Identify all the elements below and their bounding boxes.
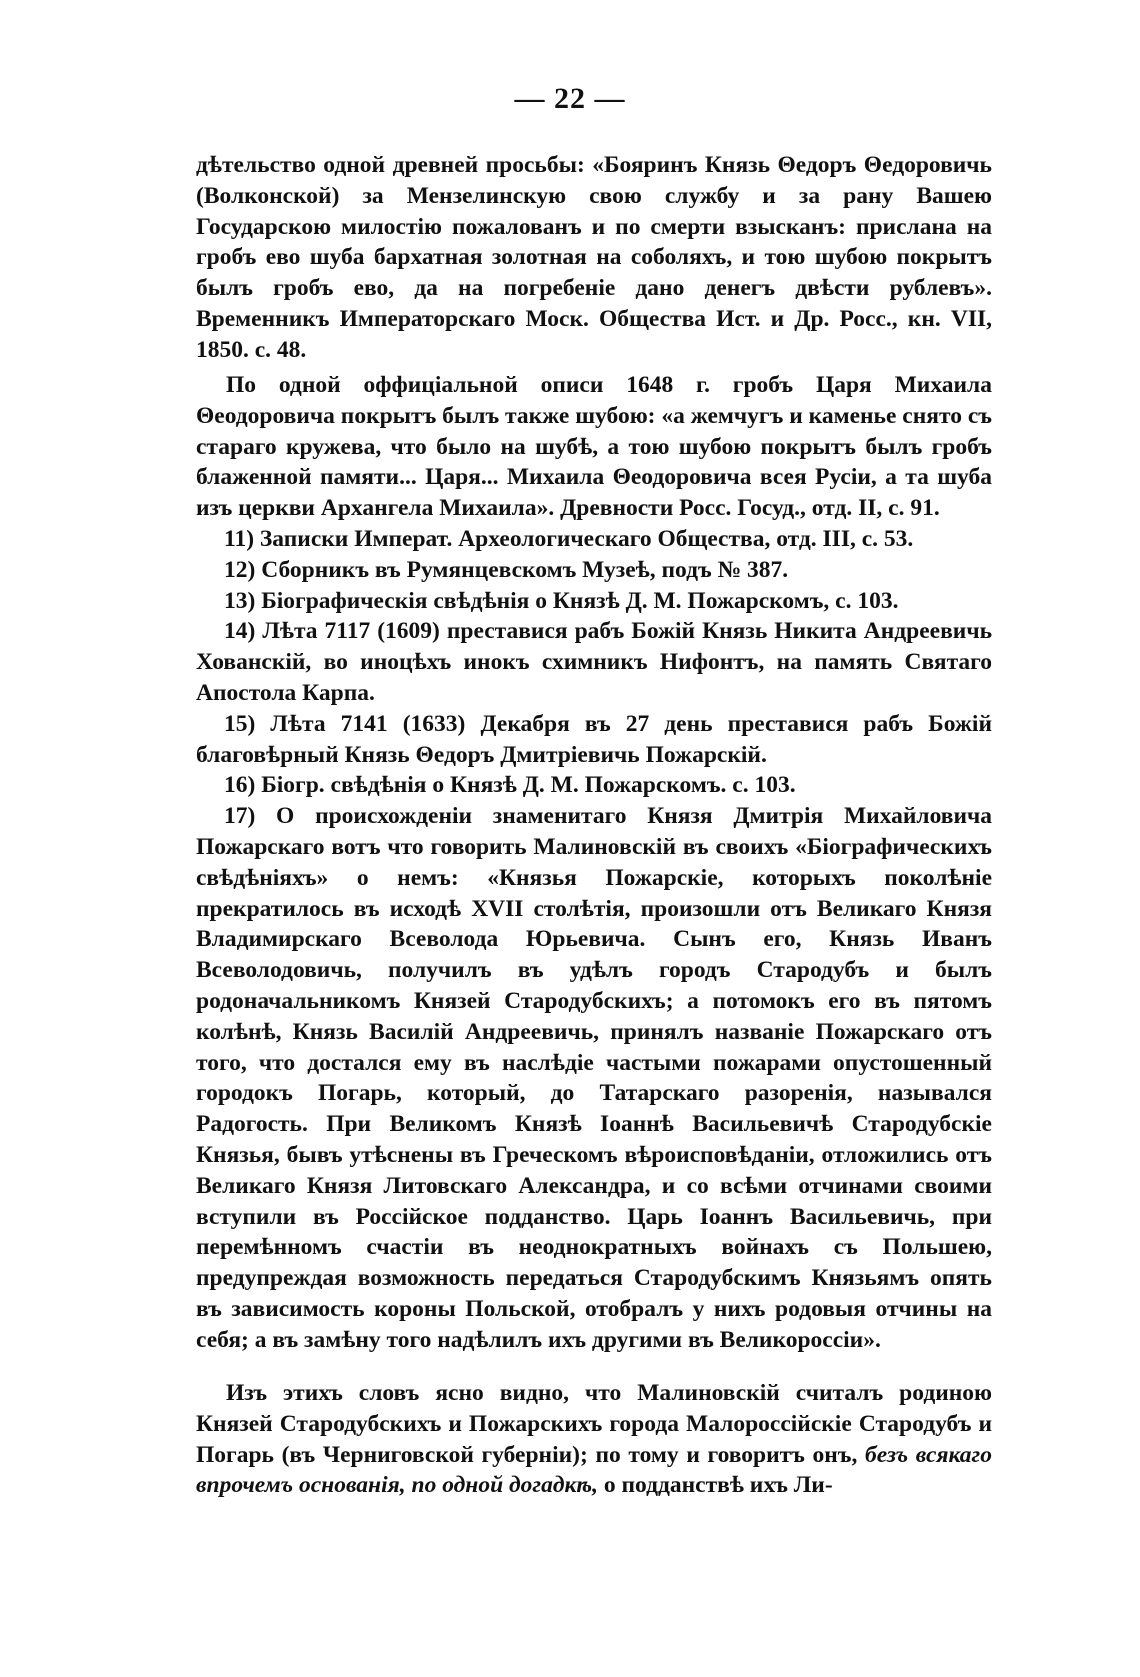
paragraph-continuation: дѣтельство одной древней просьбы: «Бояринъ Князь Θедоръ Θедоровичь (Волконской) за Мензелинскую свою службу и за рану Вашею Государскою милостію пожалованъ и по смерти взысканъ: прислана на гробъ ево шуба бархатная золотная на соболяхъ, и тою шубою покрытъ былъ гробъ ево, да на погребеніе дано денегъ двѣсти рублевъ». Временникъ Императорскаго Моск. Общества Ист. и Др. Росс., кн. VII, 1850. с. 48. [196,152,992,363]
footnote-15: 15) Лѣта 7141 (1633) Декабря въ 27 день преставися рабъ Божій благовѣрный Князь Θедоръ Дмитріевичь Пожарскій. [196,710,992,768]
text-block-top [196,150,992,366]
page-number: — 22 — [514,82,626,115]
paragraph-conclusion [196,1378,992,1501]
footnote-13: 13) Біографическія свѣдѣнія о Князѣ Д. М. Пожарскомъ, с. 103. [224,587,899,614]
footnote-11: 11) Записки Императ. Археологическаго Общества, отд. III, с. 53. [224,525,914,552]
text-block-bottom [196,1378,992,1501]
paragraph-inventory: По одной оффиціальной описи 1648 г. гробъ Царя Михаила Θеодоровича покрытъ былъ также шубою: «а жемчугъ и каменье снято съ стараго кружева, что было на шубѣ, а тою шубою покрытъ былъ гробъ блаженной памяти... Царя... Михаила Θеодоровича всея Русіи, а та шуба изъ церкви Архангела Михаила». Древности Росс. Госуд., отд. II, с. 91. [196,372,992,522]
footnote-12: 12) Сборникъ въ Румянцевскомъ Музеѣ, подъ № 387. [224,556,789,583]
footnote-14: 14) Лѣта 7117 (1609) преставися рабъ Божій Князь Никита Андреевичь Хованскій, во иноцѣхъ инокъ схимникъ Нифонтъ, на память Святаго Апостола Карпа. [196,618,992,706]
conclusion-italic: безъ всякаго впрочемъ основанія, по одной догадкѣ, [196,1441,992,1499]
footnote-17: 17) О происхожденіи знаменитаго Князя Дмитрія Михайловича Пожарскаго вотъ что говорить Малиновскій въ своихъ «Біографическихъ свѣдѣніяхъ» о немъ: «Князья Пожарскіе, которыхъ поколѣніе прекратилось въ исходѣ XVII столѣтія, произошли отъ Великаго Князя Владимирскаго Всеволода Юрьевича. Сынъ его, Князь Иванъ Всеволодовичь, получилъ въ удѣлъ городъ Стародубъ и былъ родоначальникомъ Князей Стародубскихъ; а потомокъ его въ пятомъ колѣнѣ, Князь Василій Андреевичь, принялъ названіе Пожарскаго отъ того, что достался ему въ наслѣдіе частыми пожарами опустошенный городокъ Погарь, который, до Татарскаго разоренія, назывался Радогость. При Великомъ Князѣ Іоаннѣ Васильевичѣ Стародубскіе Князья, бывъ утѣснены въ Греческомъ вѣроисповѣданіи, отложились отъ Великаго Князя Литовскаго Александра, и со всѣми отчинами своими вступили въ Россійское подданство. Царь Іоаннъ Васильевичь, при перемѣнномъ счастіи въ неоднократныхъ войнахъ съ Польшею, предупреждая возможность передаться Стародубскимъ Князьямъ опять въ зависимость короны Польской, отобралъ у нихъ родовыя отчины на себя; а въ замѣну того надѣлилъ ихъ другими въ Великороссіи». [196,803,992,1353]
text-block-footnotes [196,370,992,1356]
conclusion-text-1: Изъ этихъ словъ ясно видно, что Малиновскій считалъ родиною Князей Стародубскихъ и Пожарскихъ города Малороссійскіе Стародубъ и Погарь (въ Черниговской губерніи); по тому и говоритъ онъ, [196,1380,992,1468]
footnote-16: 16) Біогр. свѣдѣнія о Князѣ Д. М. Пожарскомъ. с. 103. [224,772,796,799]
conclusion-text-2: о подданствѣ ихъ Ли- [603,1472,833,1499]
